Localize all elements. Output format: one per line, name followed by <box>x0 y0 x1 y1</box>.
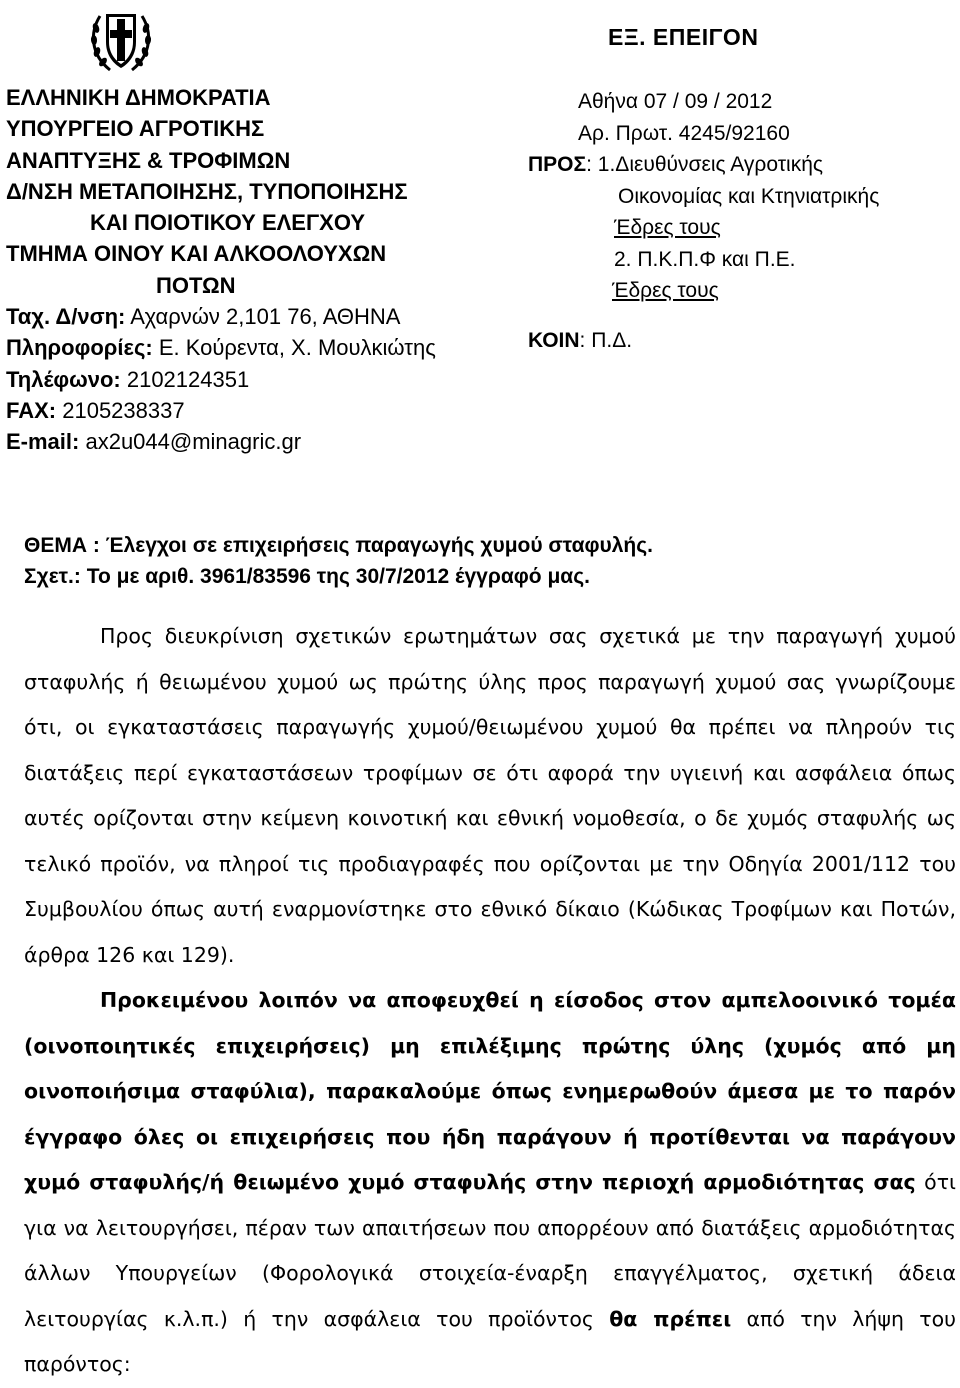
letter-body <box>24 614 956 1388</box>
email-line <box>6 426 436 457</box>
email-value: ax2u044@minagric.gr <box>79 429 302 455</box>
phone-line <box>6 364 436 395</box>
body-paragraph: Προς διευκρίνιση σχετικών ερωτημάτων σας σχετικά με την παραγωγή χυμού σταφυλής ή θειωμένου χυμού ως πρώτης ύλης προς παραγωγή χυμού σας γνωρίζουμε ότι, οι εγκαταστάσεις παραγωγής χυμού/θειωμένου χυμού θα πρέπει να πληρούν τις διατάξεις περί εγκαταστάσεων τροφίμων σε ότι αφορά την υγιεινή και ασφάλεια όπως αυτές ορίζονται στην κείμενη κοινοτική και εθνική νομοθεσία, ο δε χυμός σταφυλής ως τελικό προϊόν, να πληροί τις προδιαγραφές που ορίζονται με την Οδηγία 2001/112 του Συμβουλίου όπως αυτή εναρμονίστηκε στο εθνικό δίκαιο (Κώδικας Τροφίμων και Ποτών, άρθρα 126 και 129). <box>24 624 956 967</box>
email-label: E-mail: <box>6 429 80 455</box>
cc-value: : Π.Δ. <box>579 328 633 352</box>
info-label: Πληροφορίες: <box>6 335 153 361</box>
fax-label: FAX: <box>6 397 57 423</box>
to-first: : 1.Διευθύνσεις Αγροτικής <box>586 153 823 176</box>
greek-coat-of-arms-icon <box>88 6 154 76</box>
urgency-mark: ΕΞ. ΕΠΕΙΓΟΝ <box>608 24 759 50</box>
reference-line: Σχετ.: Το με αριθ. 3961/83596 της 30/7/2012 έγγραφό μας. <box>24 565 590 588</box>
fax-line <box>6 395 436 426</box>
cc-label: ΚΟΙΝ <box>528 328 580 352</box>
phone-value: 2102124351 <box>120 366 250 392</box>
cc-line <box>528 325 879 357</box>
subject-line: ΘΕΜΑ : Έλεγχοι σε επιχειρήσεις παραγωγής χυμού σταφυλής. <box>24 534 654 557</box>
to-second-seat: Έδρες τους <box>612 279 719 302</box>
to-line <box>528 149 879 181</box>
address-value: Αχαρνών 2,101 76, ΑΘΗΝΑ <box>125 304 401 330</box>
ministry-line: ΠΟΤΩΝ <box>156 272 236 298</box>
ministry-line: ΤΜΗΜΑ ΟΙΝΟΥ ΚΑΙ ΑΛΚΟΟΛΟΥΧΩΝ <box>6 241 387 267</box>
to-first-seat: Έδρες τους <box>614 216 721 239</box>
bold-request: Προκειμένου λοιπόν να αποφευχθεί η είσοδος στον αμπελοοινικό τομέα (οινοποιητικές επιχειρήσεις) μη επιλέξιμης πρώτης ύλης (χυμός από μη οινοποιήσιμα σταφύλια), παρακαλούμε όπως ενημερωθούν άμεσα με το παρόν έγγραφο όλες οι επιχειρήσεις που ήδη παράγουν ή προτίθενται να παράγουν χυμό σταφυλής/ή θειωμένο χυμό σταφυλής στην περιοχή αρμοδιότητας σας <box>24 988 956 1194</box>
to-first-cont: Οικονομίας και Κτηνιατρικής <box>618 184 880 208</box>
document-date: Αθήνα 07 / 09 / 2012 <box>578 90 773 113</box>
bold-must: θα πρέπει <box>609 1306 732 1331</box>
info-line <box>6 332 436 363</box>
ministry-line: ΑΝΑΠΤΥΞΗΣ & ΤΡΟΦΙΜΩΝ <box>6 147 291 173</box>
address-line <box>6 301 436 332</box>
fax-value: 2105238337 <box>56 397 185 423</box>
to-second: 2. Π.Κ.Π.Φ και Π.Ε. <box>614 247 796 271</box>
to-label: ΠΡΟΣ <box>528 153 587 176</box>
spacer <box>528 307 879 325</box>
ministry-line: Δ/ΝΣΗ ΜΕΤΑΠΟΙΗΣΗΣ, ΤΥΠΟΠΟΙΗΣΗΣ <box>6 178 408 204</box>
address-label: Ταχ. Δ/νση: <box>6 304 126 330</box>
sender-block <box>6 82 436 458</box>
body-text-end: από την λήψη του παρόντος: <box>24 1306 956 1376</box>
ministry-line: ΥΠΟΥΡΓΕΙΟ ΑΓΡΟΤΙΚΗΣ <box>6 116 265 142</box>
body-paragraph <box>24 978 956 1388</box>
recipient-block <box>528 86 879 356</box>
protocol-number: Αρ. Πρωτ. 4245/92160 <box>578 121 790 145</box>
ministry-line: ΕΛΛΗΝΙΚΗ ΔΗΜΟΚΡΑΤΙΑ <box>6 85 271 110</box>
info-value: Ε. Κούρεντα, Χ. Μουλκιώτης <box>152 335 436 361</box>
body-text: ότι για να λειτουργήσει, πέραν των απαιτήσεων που απορρέουν από διατάξεις αρμοδιότητας άλλων Υπουργείων (Φορολογικά στοιχεία-έναρξη επαγγέλματος, σχετική άδεια λειτουργίας κ.λ.π.) ή την ασφάλεια του προϊόντος <box>24 1170 956 1331</box>
ministry-line: ΚΑΙ ΠΟΙΟΤΙΚΟΥ ΕΛΕΓΧΟΥ <box>90 210 366 236</box>
subject-block <box>24 530 653 592</box>
phone-label: Τηλέφωνο: <box>6 366 121 392</box>
